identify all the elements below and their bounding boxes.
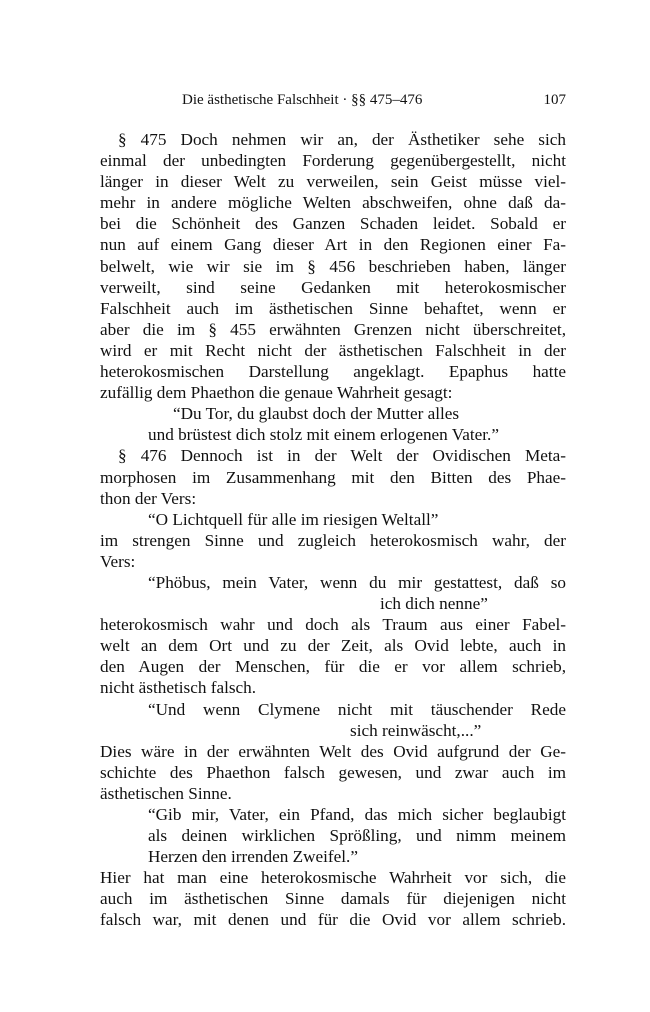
text-line: den Augen der Menschen, für die er vor allem schrieb, [100, 657, 566, 677]
verse-line: “O Lichtquell für alle im riesigen Weltall” [148, 509, 439, 529]
text-line: aber die im § 455 erwähnten Grenzen nicht überschreitet, [100, 319, 566, 339]
text-line: wird er mit Recht nicht der ästhetischen Falschheit in der [100, 340, 566, 360]
verse-line: Herzen den irrenden Zweifel.” [148, 847, 358, 867]
text-line: heterokosmischen Darstellung angeklagt. Epaphus hatte [100, 362, 566, 382]
text-line: heterokosmisch wahr und doch als Traum aus einer Fabel- [100, 615, 566, 635]
verse-line: und brüstest dich stolz mit einem erlogenen Vater.” [148, 425, 499, 445]
text-line: zufällig dem Phaethon die genaue Wahrheit gesagt: [100, 383, 453, 403]
running-title: Die ästhetische Falschheit · §§ 475–476 [182, 92, 423, 108]
text-line: länger in dieser Welt zu verweilen, sein Geist müsse viel- [100, 172, 566, 192]
text-line: § 475 Doch nehmen wir an, der Ästhetiker sehe sich [118, 130, 566, 149]
page-number: 107 [543, 92, 566, 108]
text-line: einmal der unbedingten Forderung gegenübergestellt, nicht [100, 151, 566, 171]
text-line: bei die Schönheit des Ganzen Schaden leidet. Sobald er [100, 214, 566, 234]
text-line: falsch war, mit denen und für die Ovid vor allem schrieb. [100, 910, 566, 930]
verse-line: sich reinwäscht,...” [350, 720, 482, 740]
text-line: Hier hat man eine heterokosmische Wahrheit vor sich, die [100, 868, 566, 888]
text-line: morphosen im Zusammenhang mit den Bitten des Phae- [100, 467, 566, 487]
text-line: auch im ästhetischen Sinne damals für diejenigen nicht [100, 889, 566, 909]
text-line: ästhetischen Sinne. [100, 783, 232, 803]
text-line: nicht ästhetisch falsch. [100, 678, 257, 698]
verse-line: als deinen wirklichen Sprößling, und nimm meinem [148, 826, 566, 846]
body-text [100, 129, 566, 931]
text-line: belwelt, wie wir sie im § 456 beschrieben haben, länger [100, 256, 566, 276]
text-line: verweilt, sind seine Gedanken mit heterokosmischer [100, 277, 566, 297]
text-line: § 476 Dennoch ist in der Welt der Ovidischen Meta- [118, 446, 566, 466]
verse-line: ich dich nenne” [380, 594, 488, 614]
text-line: thon der Vers: [100, 488, 197, 508]
verse-line: “Gib mir, Vater, ein Pfand, das mich sicher beglaubigt [148, 805, 566, 824]
text-line: Vers: [100, 551, 136, 571]
page-header [100, 92, 566, 114]
verse-line: “Phöbus, mein Vater, wenn du mir gestattest, daß so [148, 572, 566, 592]
text-line: nun auf einem Gang dieser Art in den Regionen einer Fa- [100, 235, 566, 255]
verse-line: “Und wenn Clymene nicht mit täuschender Rede [148, 699, 566, 719]
text-line: mehr in andere mögliche Welten abschweifen, ohne daß da- [100, 193, 566, 213]
text-line: welt an dem Ort und zu der Zeit, als Ovid lebte, auch in [100, 636, 566, 656]
text-line: Falschheit auch im ästhetischen Sinne behaftet, wenn er [100, 298, 566, 318]
verse-line: “Du Tor, du glaubst doch der Mutter alles [173, 404, 460, 424]
text-line: Dies wäre in der erwähnten Welt des Ovid aufgrund der Ge- [100, 741, 566, 761]
text-line: im strengen Sinne und zugleich heterokosmisch wahr, der [100, 530, 566, 550]
text-line: schichte des Phaethon falsch gewesen, und zwar auch im [100, 762, 566, 782]
